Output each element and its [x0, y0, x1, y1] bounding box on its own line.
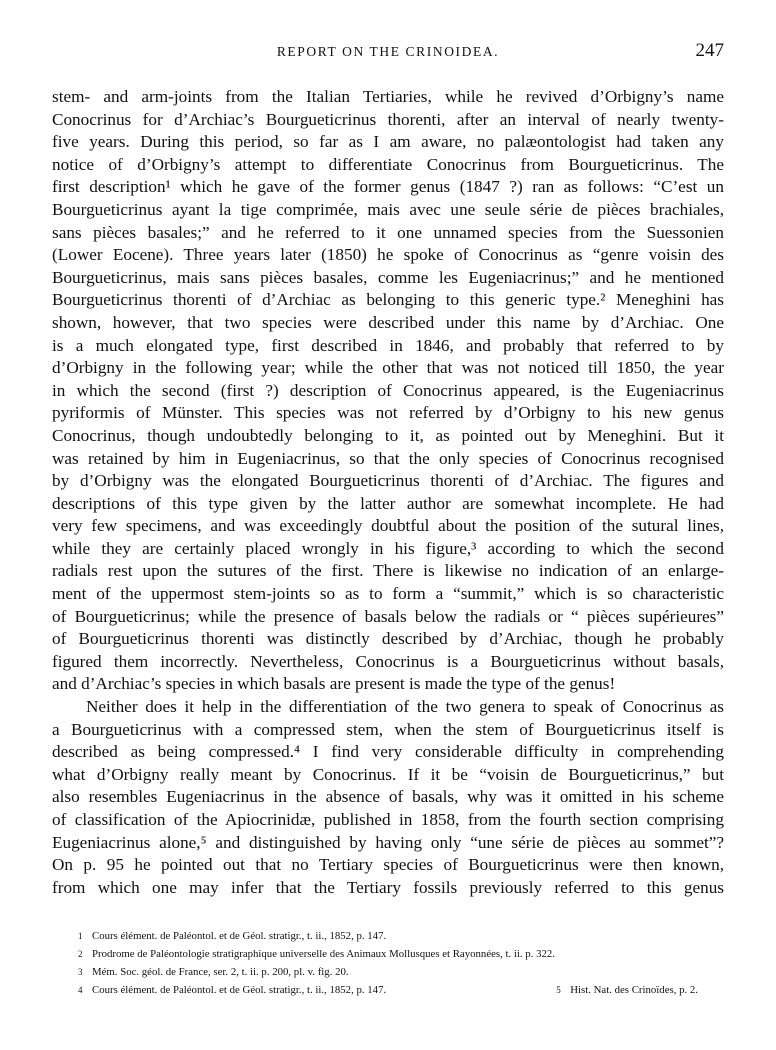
text-line: of classification of the Apiocrinidæ, published in 1858, from the fourth section comprising: [52, 810, 724, 829]
text-line: in which the second (first ?) description of Conocrinus appeared, is the Eugeniacrinus: [52, 380, 724, 400]
text-line: Bourgueticrinus ayant la tige comprimée, mais avec une seule série de pièces brachiales,: [52, 199, 724, 219]
text-line: described as being compressed.⁴ I find very considerable difficulty in comprehending: [52, 742, 724, 762]
text-line: stem- and arm-joints from the Italian Tertiaries, while he revived d’Orbigny’s name: [52, 87, 724, 106]
text-line: descriptions of this type given by the latter author are somewhat incomplete. He had: [52, 493, 724, 513]
text-line: a Bourgueticrinus with a compressed stem, when the stem of Bourgueticrinus itself is: [52, 719, 724, 739]
text-line: was retained by him in Eugeniacrinus, so that the only species of Conocrinus recognised: [52, 448, 724, 468]
text-line: also resembles Eugeniacrinus in the absence of basals, why was it omitted in his scheme: [52, 787, 724, 807]
text-line: pyriformis of Münster. This species was not referred by d’Orbigny to his new genus: [52, 403, 724, 423]
running-header: [52, 40, 724, 62]
body-text: [52, 86, 724, 899]
footnote-number: 1: [78, 931, 83, 941]
footnote-text: Hist. Nat. des Crinoïdes, p. 2.: [570, 984, 698, 996]
text-line: Eugeniacrinus alone,⁵ and distinguished by having only “une série de pièces au sommet”?: [52, 832, 724, 852]
text-line: d’Orbigny in the following year; while the other that was not noticed till 1850, the year: [52, 358, 724, 378]
text-line: very few specimens, and was exceedingly doubtful about the position of the sutural lines,: [52, 516, 724, 536]
footnote: [78, 927, 724, 945]
footnote-text: Prodrome de Paléontologie stratigraphique universelle des Animaux Mollusques et Rayonnées, t. ii. p. 322.: [92, 948, 555, 960]
text-line: by d’Orbigny was the elongated Bourgueticrinus thorenti of d’Archiac. The figures and: [52, 471, 724, 491]
text-line: Conocrinus for d’Archiac’s Bourgueticrinus thorenti, after an interval of nearly twenty-: [52, 109, 724, 129]
footnote: [78, 981, 724, 999]
text-line: notice of d’Orbigny’s attempt to differentiate Conocrinus from Bourgueticrinus. The: [52, 154, 724, 174]
footnote-number: 5: [556, 985, 561, 995]
text-line: Bourgueticrinus, mais sans pièces basales, comme les Eugeniacrinus;” and he mentioned: [52, 267, 724, 287]
footnote-number: 4: [78, 985, 83, 995]
text-line: what d’Orbigny really meant by Conocrinus. If it be “voisin de Bourgueticrinus,” but: [52, 764, 724, 784]
text-line: Bourgueticrinus thorenti of d’Archiac as belonging to this generic type.² Meneghini has: [52, 290, 724, 310]
text-line: while they are certainly placed wrongly in his figure,³ according to which the second: [52, 538, 724, 558]
page-number: 247: [695, 40, 724, 61]
text-line: five years. During this period, so far as I am aware, no palæontologist had taken any: [52, 132, 724, 152]
text-line: is a much elongated type, first described in 1846, and probably that referred to by: [52, 335, 724, 355]
text-line: sans pièces basales;” and he referred to it one unnamed species from the Suessonien: [52, 222, 724, 242]
text-line: figured them incorrectly. Nevertheless, Conocrinus is a Bourgueticrinus without basals,: [52, 651, 724, 671]
text-line: shown, however, that two species were described under this name by d’Archiac. One: [52, 312, 724, 332]
footnote-number: 2: [78, 949, 83, 959]
text-line: Neither does it help in the differentiation of the two genera to speak of Conocrinus as: [86, 697, 724, 717]
text-line: first description¹ which he gave of the former genus (1847 ?) ran as follows: “C’est un: [52, 177, 724, 197]
text-line: radials rest upon the sutures of the first. There is likewise no indication of an enlarge-: [52, 561, 724, 581]
text-line: Conocrinus, though undoubtedly belonging to it, as pointed out by Meneghini. But it: [52, 425, 724, 445]
footnote-text: Cours élément. de Paléontol. et de Géol. stratigr., t. ii., 1852, p. 147.: [92, 984, 387, 996]
text-line: ment of the uppermost stem-joints so as to form a “summit,” which is so characteristic: [52, 584, 724, 604]
text-line: (Lower Eocene). Three years later (1850) he spoke of Conocrinus as “genre voisin des: [52, 245, 724, 265]
text-line: from which one may infer that the Tertiary fossils previously referred to this genus: [52, 877, 724, 897]
text-line: and d’Archiac’s species in which basals are present is made the type of the genus!: [52, 674, 616, 694]
footnote-text: Cours élément. de Paléontol. et de Géol. stratigr., t. ii., 1852, p. 147.: [92, 930, 387, 942]
text-line: On p. 95 he pointed out that no Tertiary species of Bourgueticrinus were then known,: [52, 855, 724, 875]
footnote: [78, 945, 724, 963]
footnote-text: Mém. Soc. géol. de France, ser. 2, t. ii. p. 200, pl. v. fig. 20.: [92, 966, 349, 978]
footnote-number: 3: [78, 967, 83, 977]
footnote: [78, 963, 724, 981]
footnotes: [78, 927, 724, 999]
footnote: [556, 981, 698, 999]
text-line: of Bourgueticrinus thorenti was distinctly described by d’Archiac, though he probably: [52, 629, 724, 649]
running-title: REPORT ON THE CRINOIDEA.: [276, 44, 500, 59]
text-line: of Bourgueticrinus; while the presence of basals below the radials or “ pièces supérieures”: [52, 606, 724, 626]
